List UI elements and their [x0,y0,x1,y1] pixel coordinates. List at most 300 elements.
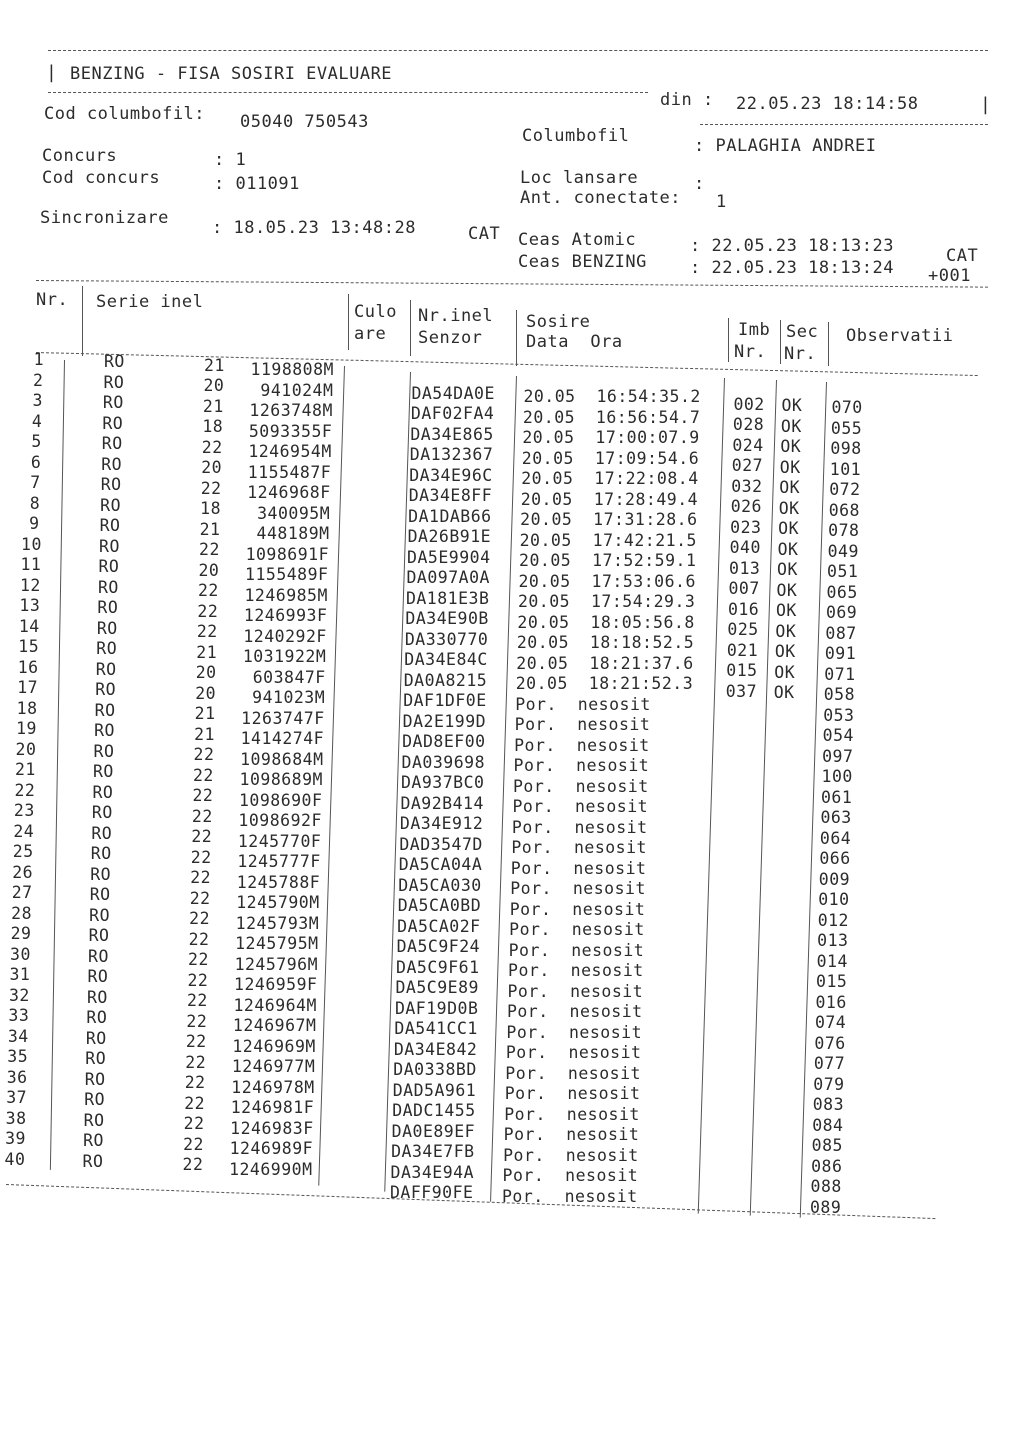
cell-tara: RO [96,618,118,638]
cell-inel: 1155489F [245,565,329,585]
cell-nr: 9 [29,514,40,534]
cell-an: 22 [201,437,223,457]
cell-nr-senzor: DA26B91E [407,527,492,547]
cell-nr-senzor: DA5CA030 [398,875,482,895]
cell-nr: 15 [18,637,40,657]
cell-imb: 040 [729,538,761,558]
cell-nr: 40 [4,1149,26,1169]
col-header-imb-2: Nr. [734,342,767,362]
cell-observatii: 069 [825,603,858,623]
cell-imb: 027 [731,456,764,476]
cell-tara: RO [100,495,122,515]
cell-an: 22 [190,847,212,867]
cod-columbofil-value: 05040 750543 [240,112,369,132]
cell-nr-senzor: DA0E89EF [391,1121,476,1141]
cell-tara: RO [99,536,120,556]
cell-nr: 31 [9,965,31,985]
loc-lansare-value: : [694,174,705,194]
cell-observatii: 086 [811,1156,843,1176]
concurs-value: : 1 [214,150,247,170]
cell-nr-senzor: DA34E84C [404,650,488,670]
cell-tara: RO [84,1090,106,1110]
cell-nr: 34 [7,1026,29,1046]
cell-sosire: Por. nesosit [508,940,645,960]
cell-an: 22 [185,1032,207,1052]
cell-nr-senzor: DAD8EF00 [402,732,486,752]
ceas-atomic-tz: CAT [946,246,979,266]
cell-nr: 24 [13,821,35,841]
cell-inel: 340095M [257,503,331,523]
cell-nr-senzor: DA5C9F24 [396,937,481,957]
cell-observatii: 061 [821,787,853,807]
table-top-rule [36,280,988,288]
cell-an: 20 [203,376,225,396]
cell-an: 22 [188,950,209,970]
cell-sosire: Por. nesosit [506,1002,643,1022]
cell-sosire: Por. nesosit [509,899,646,919]
col-sep-culoare [410,300,411,356]
cell-tara: RO [101,434,123,454]
ant-conectate-label: Ant. conectate: [520,188,682,208]
cell-observatii: 077 [813,1054,846,1074]
cell-nr-senzor: DA34E90B [405,609,489,629]
cell-tara: RO [90,864,112,884]
cell-sosire: Por. nesosit [505,1043,642,1063]
cell-an: 21 [202,396,224,416]
cell-inel: 1245793M [235,913,320,933]
cell-imb: 015 [726,661,758,681]
cell-sosire: Por. nesosit [512,797,649,817]
cell-sosire: 20.05 16:54:35.2 [523,387,701,407]
cell-inel: 1098691F [245,544,330,564]
cell-tara: RO [85,1028,107,1048]
cell-nr-senzor: DA54DA0E [411,383,495,403]
cell-sec: OK [775,621,797,641]
cell-an: 22 [193,765,214,785]
ceas-atomic-label: Ceas Atomic [518,230,637,250]
cell-nr: 39 [5,1129,26,1149]
cell-tara: RO [87,967,109,987]
cell-tara: RO [96,639,118,659]
cell-sosire: Por. nesosit [514,715,651,735]
sincronizare-tz: CAT [468,224,501,244]
sincronizare-label: Sincronizare [40,208,169,228]
cell-sosire: Por. nesosit [506,1022,643,1042]
header-right-rule [700,124,988,125]
cell-imb: 021 [726,640,759,660]
cell-sosire: Por. nesosit [511,838,647,858]
cell-inel: 1246978M [231,1077,315,1097]
cell-inel: 1414274F [240,729,325,749]
cell-sosire: 20.05 17:52:59.1 [519,551,697,571]
col-header-sec-1: Sec [786,322,819,342]
cell-an: 22 [191,806,213,826]
col-sep-senzor [516,310,517,366]
cell-observatii: 012 [817,910,849,930]
ceas-benzing-value: : 22.05.23 18:13:24 [690,258,894,278]
cell-nr-senzor: DA34E865 [410,424,494,444]
cell-sosire: Por. nesosit [510,879,646,899]
cell-sosire: 20.05 17:31:28.6 [520,510,698,530]
cell-tara: RO [101,454,123,474]
cell-sec: OK [773,683,795,703]
cell-nr: 26 [12,862,34,882]
cell-tara: RO [86,987,108,1007]
cell-tara: RO [88,926,110,946]
cell-inel: 603847F [252,667,326,687]
cell-sosire: Por. nesosit [510,858,647,878]
col-sep-imb [780,320,781,364]
cell-sosire: Por. nesosit [507,981,644,1001]
cell-nr: 17 [17,678,39,698]
header-top-rule [48,50,988,51]
cell-sosire: Por. nesosit [515,694,651,714]
cell-inel: 1245795M [235,934,319,954]
report-title: BENZING - FISA SOSIRI EVALUARE [70,64,393,84]
cell-sosire: 20.05 17:22:08.4 [521,469,699,489]
cell-inel: 1245777F [237,852,321,872]
cell-tara: RO [89,905,111,925]
ceas-atomic-value: : 22.05.23 18:13:23 [690,236,894,256]
cell-an: 22 [192,786,214,806]
header-mid-rule [48,92,648,93]
cell-nr: 27 [11,883,33,903]
cell-imb: 002 [733,394,765,414]
cell-observatii: 014 [816,951,848,971]
cell-nr-senzor: DAF19D0B [394,998,479,1018]
cell-observatii: 076 [814,1033,846,1053]
cell-sec: OK [778,519,800,539]
cell-an: 22 [182,1155,204,1175]
cell-an: 22 [188,929,210,949]
cell-inel: 1098689M [239,770,323,790]
cell-an: 22 [191,827,213,847]
cell-observatii: 083 [812,1095,845,1115]
cell-nr-senzor: DA937BC0 [401,773,485,793]
cell-nr: 20 [15,739,37,759]
loc-lansare-label: Loc lansare [520,168,639,188]
cell-observatii: 070 [831,398,863,418]
cell-imb: 037 [725,681,758,701]
cell-nr: 30 [10,944,31,964]
cell-observatii: 078 [828,521,860,541]
cell-nr: 11 [20,555,42,575]
cell-sec: OK [777,539,799,559]
cell-nr: 36 [6,1067,28,1087]
cell-tara: RO [102,413,124,433]
cell-nr-senzor: DA1DAB66 [408,506,492,526]
ceas-benzing-label: Ceas BENZING [518,252,647,272]
cell-tara: RO [84,1069,106,1089]
col-header-serie-inel: Serie inel [96,292,204,312]
report-date: 22.05.23 18:14:58 [736,94,919,114]
cell-inel: 1245796M [234,954,319,974]
cell-observatii: 089 [810,1197,842,1217]
cell-an: 21 [194,724,215,744]
cell-sec: OK [777,560,798,580]
cell-sosire: Por. nesosit [511,817,648,837]
cell-nr-senzor: DAF02FA4 [410,404,495,424]
ceas-benzing-offset: +001 [928,266,971,286]
cell-sosire: 20.05 17:54:29.3 [517,592,696,612]
cell-sosire: Por. nesosit [504,1104,640,1124]
cell-tara: RO [82,1151,104,1171]
col-sep-nr [82,286,83,356]
cell-sec: OK [780,416,802,436]
cell-observatii: 051 [827,562,859,582]
cell-nr-senzor: DAD3547D [399,834,483,854]
cell-inel: 1098690F [238,790,323,810]
cell-inel: 1246981F [230,1098,315,1118]
cell-inel: 1240292F [243,626,327,646]
cell-sosire: 20.05 17:00:07.9 [522,428,700,448]
col-sep-sosire [728,318,729,362]
cell-nr: 37 [6,1088,28,1108]
cell-tara: RO [83,1110,105,1130]
cell-observatii: 085 [811,1136,843,1156]
cell-an: 22 [197,581,219,601]
columbofil-value: : PALAGHIA ANDREI [694,136,877,156]
body-sep-sosire [698,378,725,1214]
cell-sosire: 20.05 17:42:21.5 [519,530,697,550]
cell-an: 22 [189,909,211,929]
cell-an: 22 [186,1011,208,1031]
cell-inel: 5093355F [248,421,333,441]
cell-sosire: Por. nesosit [502,1186,638,1206]
cell-nr-senzor: DA097A0A [406,568,490,588]
cell-an: 21 [204,355,225,375]
cell-nr-senzor: DA5CA04A [398,855,483,875]
cell-observatii: 088 [810,1177,842,1197]
cell-an: 22 [184,1093,206,1113]
cell-nr: 33 [8,1006,30,1026]
cell-sec: OK [774,642,796,662]
cell-sosire: 20.05 18:21:52.3 [515,674,694,694]
col-header-sec-2: Nr. [784,344,817,364]
cell-tara: RO [90,844,112,864]
cell-inel: 1098684M [240,749,324,769]
col-header-sosire-2: Data Ora [526,332,623,352]
cell-nr: 2 [33,370,44,390]
cell-tara: RO [86,1008,108,1028]
cell-nr-senzor: DA5CA02F [397,916,481,936]
cod-concurs-label: Cod concurs [42,168,161,188]
cell-sosire: Por. nesosit [504,1084,641,1104]
cell-inel: 1246977M [231,1057,316,1077]
cell-nr-senzor: DA181E3B [405,588,490,608]
cell-an: 22 [193,745,215,765]
cell-observatii: 063 [820,808,852,828]
cell-inel: 1245790M [236,893,320,913]
cell-inel: 1246954M [248,442,332,462]
cell-an: 22 [199,540,220,560]
header-left-bar: | [46,62,57,83]
cell-an: 20 [201,458,223,478]
cell-nr: 29 [10,924,32,944]
cell-nr-senzor: DA0338BD [393,1060,477,1080]
cell-sec: OK [781,396,803,416]
cell-nr-senzor: DA92B414 [400,793,484,813]
cell-tara: RO [91,803,113,823]
cell-an: 22 [189,888,211,908]
cell-imb: 013 [729,558,761,578]
cell-an: 22 [200,478,222,498]
cell-an: 20 [195,683,217,703]
cell-nr: 38 [5,1108,27,1128]
concurs-label: Concurs [42,146,118,166]
cell-an: 22 [184,1073,206,1093]
cell-inel: 1246990M [229,1159,313,1179]
cell-observatii: 098 [830,439,862,459]
cell-inel: 1263747F [241,708,325,728]
cell-tara: RO [92,782,114,802]
cell-inel: 1246968F [247,483,331,503]
cell-nr: 28 [11,903,33,923]
cell-nr-senzor: DA5C9E89 [395,978,479,998]
cell-an: 22 [197,601,219,621]
cell-nr: 7 [30,473,41,493]
cell-observatii: 055 [830,418,863,438]
header-right-bar: | [980,94,991,115]
cell-sosire: 20.05 17:28:49.4 [520,489,699,509]
cell-observatii: 101 [829,459,862,479]
cell-sosire: Por. nesosit [509,920,645,940]
cell-tara: RO [88,946,109,966]
cell-nr-senzor: DA330770 [404,629,489,649]
columbofil-label: Columbofil [522,126,630,146]
cell-observatii: 079 [813,1074,845,1094]
cell-nr: 32 [8,985,30,1005]
cell-nr-senzor: DA34E96C [409,465,493,485]
cell-nr: 22 [14,780,36,800]
cell-observatii: 064 [819,828,852,848]
cell-inel: 1246969M [232,1036,316,1056]
table-header-rule [36,352,978,376]
cell-nr: 6 [30,452,42,472]
cell-observatii: 072 [829,480,861,500]
cell-inel: 448189M [256,524,330,544]
cell-inel: 1031922M [242,647,327,667]
cell-imb: 024 [732,435,764,455]
cell-imb: 025 [727,620,759,640]
cell-nr: 3 [32,391,43,411]
cell-observatii: 097 [822,746,854,766]
cell-inel: 1155487F [247,462,332,482]
cell-sosire: Por. nesosit [513,756,650,776]
cell-imb: 032 [731,476,763,496]
cell-inel: 1246983F [230,1118,314,1138]
cell-an: 22 [196,622,218,642]
cell-nr: 23 [13,801,35,821]
cell-sosire: 20.05 18:18:52.5 [516,633,695,653]
cell-sosire: 20.05 17:09:54.6 [521,448,700,468]
cod-columbofil-label: Cod columbofil: [44,104,206,124]
body-sep-nr [50,360,65,1170]
cell-inel: 941023M [252,688,326,708]
cod-concurs-value: : 011091 [214,174,300,194]
cell-nr-senzor: DA5CA0BD [397,896,482,916]
cell-sosire: 20.05 17:53:06.6 [518,571,696,591]
cell-nr: 5 [31,432,42,452]
cell-tara: RO [103,372,125,392]
col-sep-sec [828,322,829,366]
cell-nr-senzor: DA541CC1 [394,1019,478,1039]
ant-conectate-value: 1 [716,192,727,212]
cell-observatii: 013 [817,931,849,951]
cell-observatii: 100 [821,767,853,787]
cell-nr: 14 [18,616,40,636]
cell-sec: OK [776,580,798,600]
cell-sosire: 20.05 18:21:37.6 [516,653,694,673]
cell-nr: 4 [31,411,43,431]
cell-tara: RO [95,659,117,679]
cell-sec: OK [778,498,800,518]
cell-imb: 016 [727,599,760,619]
cell-sosire: Por. nesosit [513,776,649,796]
cell-nr: 35 [7,1047,29,1067]
cell-observatii: 091 [824,644,857,664]
cell-nr-senzor: DA34E7FB [391,1142,475,1162]
cell-nr: 19 [16,719,37,739]
cell-nr: 25 [12,842,34,862]
cell-tara: RO [93,741,115,761]
col-header-imb-1: Imb [738,320,771,340]
cell-sosire: 20.05 18:05:56.8 [517,612,695,632]
cell-sosire: 20.05 16:56:54.7 [522,407,701,427]
cell-imb: 028 [732,415,765,435]
cell-sec: OK [780,437,802,457]
cell-nr: 21 [15,760,36,780]
cell-an: 18 [202,417,224,437]
cell-inel: 1246989F [229,1139,314,1159]
cell-nr-senzor: DAF1DF0E [403,691,487,711]
cell-tara: RO [97,577,119,597]
cell-tara: RO [97,598,119,618]
cell-sec: OK [779,457,801,477]
cell-imb: 026 [730,497,762,517]
cell-tara: RO [85,1049,107,1069]
cell-sosire: Por. nesosit [508,961,644,981]
cell-inel: 1245788F [236,872,321,892]
cell-observatii: 058 [823,685,856,705]
cell-observatii: 071 [824,664,856,684]
cell-nr-senzor: DA5C9F61 [396,957,480,977]
cell-inel: 1246967M [232,1016,317,1036]
cell-nr-senzor: DA2E199D [402,711,487,731]
cell-observatii: 084 [812,1115,844,1135]
cell-an: 22 [190,868,212,888]
cell-nr-senzor: DAD5A961 [392,1080,477,1100]
cell-tara: RO [93,762,114,782]
cell-imb: 007 [728,579,760,599]
cell-nr-senzor: DADC1455 [392,1101,476,1121]
cell-sosire: Por. nesosit [514,735,650,755]
cell-nr: 18 [16,698,38,718]
cell-inel: 1246959F [234,975,318,995]
col-header-nr: Nr. [36,290,69,310]
cell-nr-senzor: DA34E94A [390,1162,475,1182]
cell-observatii: 009 [818,869,851,889]
cell-nr-senzor: DA0A8215 [403,670,488,690]
col-header-observatii: Observatii [846,326,954,346]
cell-an: 21 [196,642,218,662]
report-date-label: din : [660,90,714,110]
cell-inel: 1246993F [243,606,328,626]
cell-nr-senzor: DA5E9904 [407,547,491,567]
cell-sec: OK [779,478,801,498]
cell-nr-senzor: DA132367 [409,445,494,465]
col-sep-serie [348,294,349,350]
